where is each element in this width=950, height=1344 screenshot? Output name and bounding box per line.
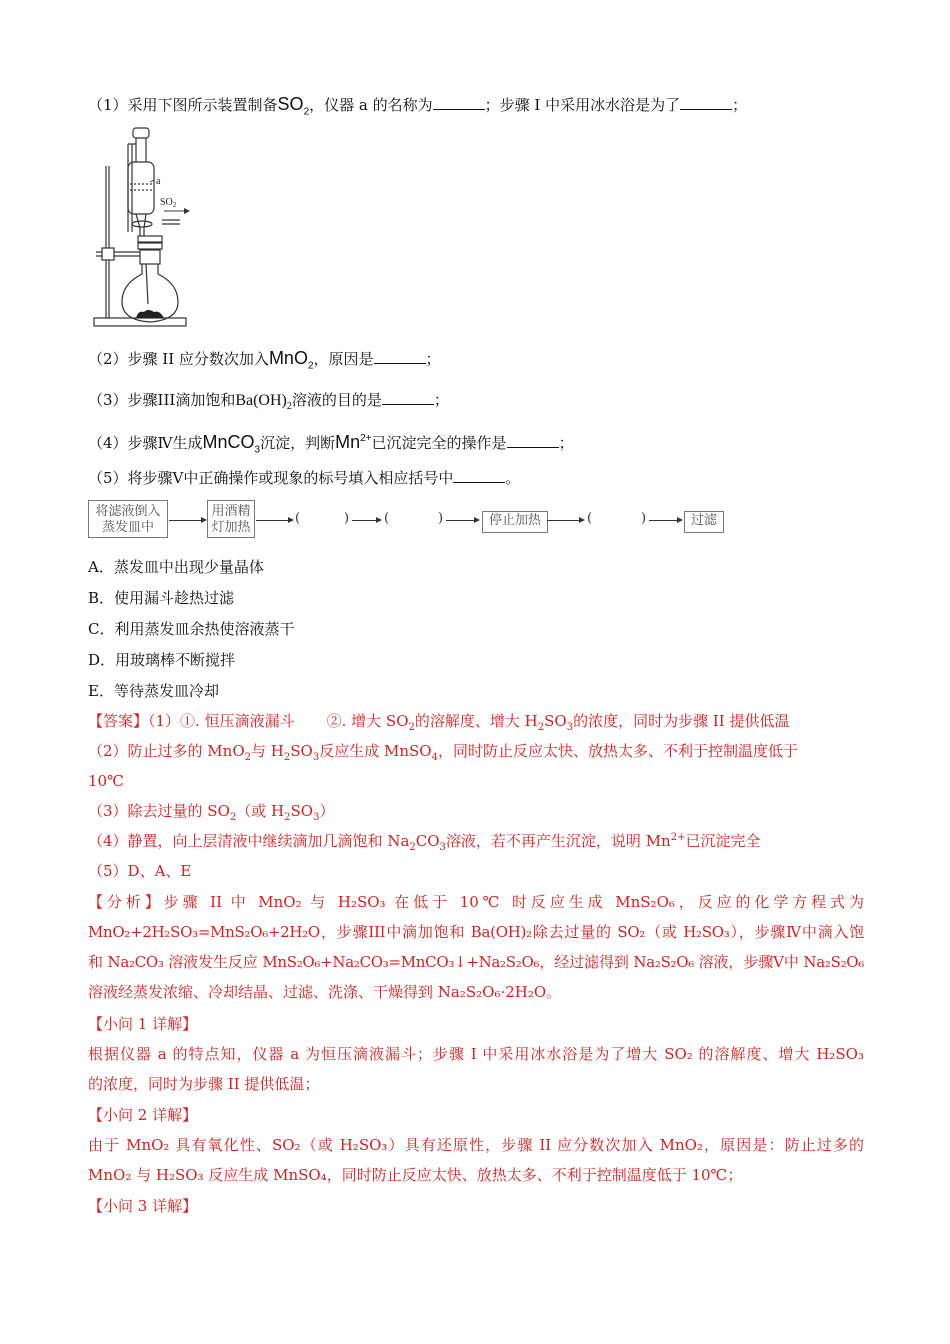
flow-arrow (256, 520, 292, 521)
detail-1-line2: 的浓度，同时为步骤 II 提供低温； (88, 1075, 320, 1093)
svg-text:SO2: $SO_2$ (160, 197, 177, 209)
answer-5: （5）D、A、E (88, 862, 192, 880)
flow-blank-close: ) (438, 511, 444, 526)
answer-4: （4）静置，向上层清液中继续滴加几滴饱和 $Na_2CO_3$溶液，若不再产生沉淀，说明 $Mn^{2+}$已沉淀完全 (88, 832, 761, 853)
answer-3: （3）除去过量的 $SO_2$（或 $H_2SO_3$） (88, 802, 335, 823)
apparatus-diagram (88, 124, 198, 334)
analysis-tag: 【分析】 (88, 893, 164, 911)
flow-blank-open: ( (587, 511, 593, 526)
detail-2-tag: 【小问 2 详解】 (88, 1106, 198, 1124)
analysis-line1: 【分析】步骤 II 中 MnO₂ 与 H₂SO₃ 在低于 10℃ 时反应生成 MnS₂O₆，反应的化学方程式为 (88, 893, 864, 911)
flow-arrow (649, 520, 681, 521)
question-5: （5）将步骤Ⅴ中正确操作或现象的标号填入相应括号中 。 (88, 469, 521, 487)
answer-1: 【答案】（1）①. 恒压滴液漏斗 ②. 增大 $SO_2$的溶解度、增大 $H_2SO_3$的浓度，同时为步骤 II 提供低温 (88, 712, 790, 733)
question-2: （2）步骤 II 应分数次加入MnO$_2$，原因是 ； (88, 348, 441, 372)
answer-blank (453, 468, 505, 483)
option-d: D．用玻璃棒不断搅拌 (88, 651, 236, 669)
question-3: （3）步骤III滴加饱和$Ba(OH)_2$溶液的目的是 ； (88, 391, 449, 413)
answer-2-line2: 10℃ (88, 772, 124, 790)
answer-blank (507, 433, 559, 448)
mnco3-formula: MnCO$_3$ (202, 432, 261, 456)
detail-2-line2: MnO₂ 与 H₂SO₃ 反应生成 MnSO₄，同时防止反应太快、放热太多、不利于控制温度低于 10℃； (88, 1166, 743, 1184)
answer-blank (680, 95, 732, 110)
svg-text:a: a (156, 176, 161, 187)
so2-formula: $SO_2$ (277, 94, 310, 118)
analysis-line4: 溶液经蒸发浓缩、冷却结晶、过滤、洗涤、干燥得到 Na₂S₂O₆·2H₂O。 (88, 983, 562, 1001)
flow-chart (88, 498, 728, 542)
option-a: A．蒸发皿中出现少量晶体 (88, 558, 264, 576)
detail-1-tag: 【小问 1 详解】 (88, 1015, 198, 1033)
option-e: E．等待蒸发皿冷却 (88, 682, 219, 700)
flow-blank-close: ) (344, 511, 350, 526)
detail-3-tag: 【小问 3 详解】 (88, 1197, 198, 1215)
flow-blank-open: ( (384, 511, 390, 526)
detail-2-line1: 由于 MnO₂ 具有氧化性、SO₂（或 H₂SO₃）具有还原性，步骤 II 应分数次加入 MnO₂，原因是：防止过多的 (88, 1136, 864, 1154)
flow-step-pour: 将滤液倒入 蒸发皿中 (88, 500, 168, 538)
flow-step-filter: 过滤 (684, 511, 724, 533)
analysis-line2: MnO₂+2H₂SO₃=MnS₂O₆+2H₂O，步骤III中滴加饱和 Ba(OH)₂除去过量的 SO₂（或 H₂SO₃），步骤Ⅳ中滴入饱 (88, 923, 864, 941)
flow-arrow (352, 520, 380, 521)
flow-step-stop-heat: 停止加热 (482, 511, 548, 533)
question-1: （1）采用下图所示装置制备$SO_2$，仪器 a 的名称为 ；步骤 I 中采用冰水浴是为了 ； (88, 94, 748, 118)
flow-arrow (169, 520, 205, 521)
option-b: B．使用漏斗趁热过滤 (88, 589, 235, 607)
answer-blank (382, 390, 434, 405)
answer-blank (433, 95, 485, 110)
detail-1-line1: 根据仪器 a 的特点知，仪器 a 为恒压滴液漏斗；步骤 I 中采用冰水浴是为了增大 SO₂ 的溶解度、增大 H₂SO₃ (88, 1045, 864, 1063)
question-4: （4）步骤Ⅳ生成MnCO$_3$沉淀，判断$Mn^{2+}$已沉淀完全的操作是 ； (88, 432, 574, 456)
flow-blank-open: ( (295, 511, 301, 526)
option-c: C．利用蒸发皿余热使溶液蒸干 (88, 620, 295, 638)
answer-tag: 【答案】 (88, 712, 149, 730)
flow-blank-close: ) (641, 511, 647, 526)
analysis-line3: 和 Na₂CO₃ 溶液发生反应 MnS₂O₆+Na₂CO₃=MnCO₃↓+Na₂S₂O₆，经过滤得到 Na₂S₂O₆ 溶液，步骤Ⅴ中 Na₂S₂O₆ (88, 953, 864, 971)
answer-blank (374, 349, 426, 364)
mno2-formula: MnO$_2$ (268, 348, 314, 372)
baoh2-formula: $Ba(OH)_2$ (235, 392, 292, 413)
flow-step-heat: 用酒精 灯加热 (207, 500, 255, 538)
flow-arrow (446, 520, 478, 521)
answer-2-line1: （2）防止过多的 MnO$_2$与 $H_2SO_3$反应生成 MnSO$_4$，同时防止反应太快、放热太多、不利于控制温度低于 (88, 742, 798, 763)
mn-ion: $Mn^{2+}$ (335, 432, 372, 452)
flow-arrow (547, 520, 583, 521)
